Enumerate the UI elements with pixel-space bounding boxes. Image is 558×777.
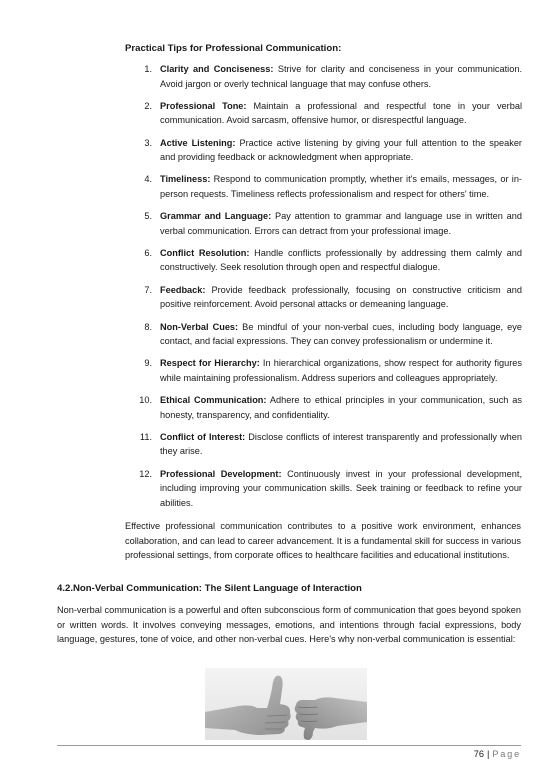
tips-heading: Practical Tips for Professional Communication: [125, 43, 342, 54]
tip-number: 4. [144, 174, 152, 185]
tip-text: Continuously invest in your professional development, including improving your communication skills. Seek training or feedback to refine your abilities. [160, 468, 523, 508]
tip-item [130, 430, 522, 459]
tip-text: Disclose conflicts of interest transparently and professionally when they arise. [160, 431, 522, 457]
footer-separator: | [486, 749, 490, 759]
tip-title: Active Listening: [160, 137, 236, 148]
tip-title: Professional Tone: [160, 100, 247, 111]
tip-number: 2. [144, 100, 152, 111]
tip-text: In hierarchical organizations, show respect for authority figures while maintaining professionalism. Address superiors and colleagues appropriately. [160, 358, 522, 383]
tip-title: Respect for Hierarchy: [160, 358, 260, 369]
tip-title: Conflict of Interest: [160, 431, 246, 442]
tip-title: Timeliness: [160, 174, 211, 185]
tip-item [130, 99, 522, 128]
tip-title: Grammar and Language: [160, 211, 272, 222]
tip-number: 1. [144, 64, 152, 74]
tip-number: 9. [144, 358, 152, 369]
page-number: 76 [473, 749, 484, 759]
tip-item [130, 172, 522, 201]
tip-number: 12. [139, 468, 152, 479]
tip-title: Clarity and Conciseness: [160, 64, 274, 74]
tip-item [130, 467, 522, 511]
tip-number: 8. [144, 321, 152, 332]
tip-number: 10. [139, 395, 152, 406]
tip-title: Non-Verbal Cues: [160, 321, 239, 332]
tip-text: Pay attention to grammar and language use in written and verbal communication. Errors can detract from your professional image. [160, 211, 522, 236]
closing-paragraph: Effective professional communication contributes to a positive work environment, enhances collaboration, and can lead to career advancement. It is a fundamental skill for success in various professional settings, from corporate offices to healthcare facilities and educational institutions. [125, 521, 521, 560]
thumbs-up-thumbs-down-photo [205, 668, 367, 740]
tip-item [130, 62, 522, 91]
tips-list [130, 62, 522, 518]
tip-title: Ethical Communication: [160, 395, 267, 406]
tip-number: 7. [144, 284, 152, 295]
page-footer [300, 749, 521, 759]
tip-item [130, 246, 522, 275]
tip-number: 3. [144, 137, 152, 148]
section-intro-paragraph: Non-verbal communication is a powerful and often subconscious form of communication that goes beyond spoken or written words. It involves conveying messages, emotions, and intentions through facial expressions, body language, gestures, tone of voice, and other non-verbal cues. Here's why non-verbal communication is essential: [57, 605, 521, 644]
tip-item [130, 393, 522, 422]
tip-text: Provide feedback professionally, focusing on constructive criticism and positive reinforcement. Avoid personal attacks or demeaning language. [160, 284, 522, 310]
tip-text: Handle conflicts professionally by addressing them calmly and constructively. Seek resolution through open and respectful dialogue. [160, 247, 522, 273]
tip-number: 5. [144, 211, 152, 222]
section-heading: 4.2.Non-Verbal Communication: The Silent Language of Interaction [57, 583, 362, 594]
tip-number: 11. [139, 431, 152, 442]
tip-item [130, 209, 522, 238]
tip-item [130, 320, 522, 349]
tip-item [130, 356, 522, 385]
tip-text: Maintain a professional and respectful tone in your verbal communication. Avoid sarcasm, offensive humor, or disrespectful language. [160, 100, 522, 126]
tip-item [130, 283, 522, 312]
tip-text: Adhere to ethical principles in your communication, such as honesty, transparency, and confidentiality. [160, 395, 523, 420]
footer-divider [57, 745, 521, 746]
tip-title: Professional Development: [160, 468, 282, 479]
tip-text: Strive for clarity and conciseness in your communication. Avoid jargon or overly technical language that may confuse others. [160, 64, 522, 89]
tip-text: Respond to communication promptly, whether it's emails, messages, or in-person requests. Timeliness reflects professionalism and respect for others' time. [160, 174, 522, 199]
thumbs-photo-illustration [205, 668, 367, 740]
tip-item [130, 136, 522, 165]
tip-text: Practice active listening by giving your full attention to the speaker and providing feedback or acknowledgment when appropriate. [160, 137, 522, 163]
page-label: Page [492, 749, 521, 759]
tip-title: Feedback: [160, 284, 206, 295]
tip-text: Be mindful of your non-verbal cues, including body language, eye contact, and facial expressions. They can convey professionalism or undermine it. [160, 321, 522, 347]
tip-number: 6. [144, 247, 152, 258]
tip-title: Conflict Resolution: [160, 247, 250, 258]
